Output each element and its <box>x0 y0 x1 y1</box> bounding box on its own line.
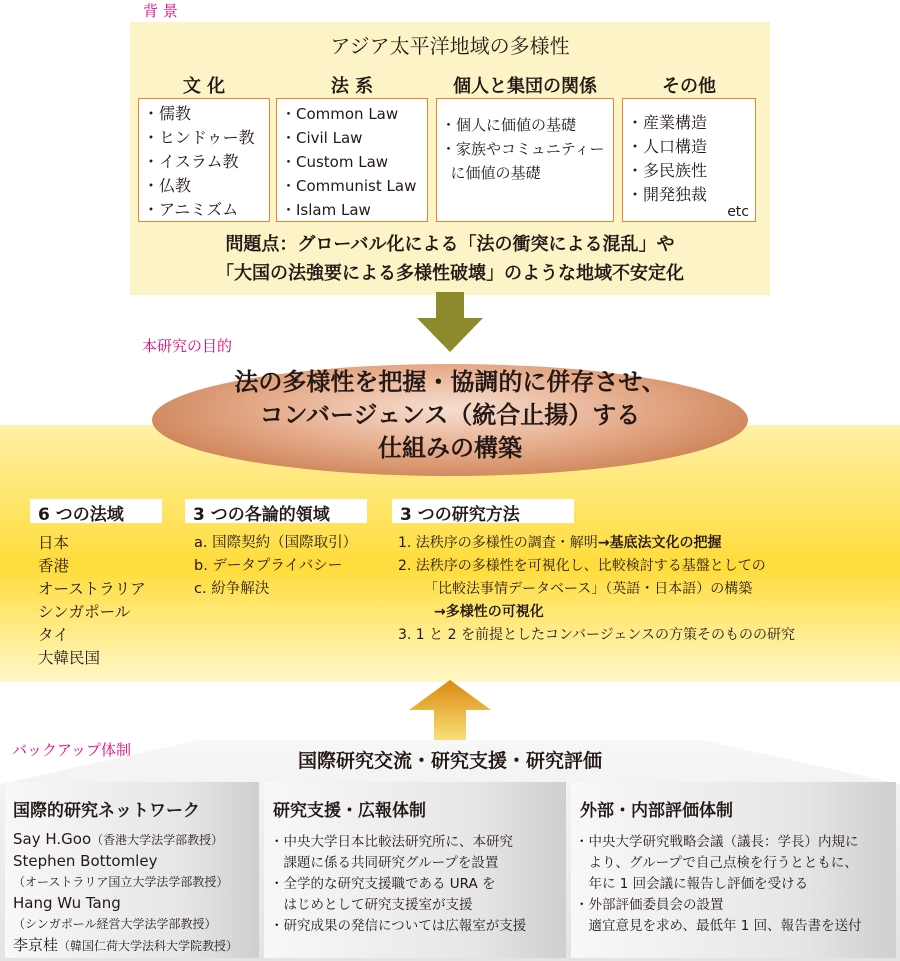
legal-system-item: ・Custom Law <box>281 153 389 171</box>
method-item: 2. 法秩序の多様性を可視化し、比較検討する基盤としての <box>398 558 766 574</box>
others-item: ・産業構造 <box>627 113 708 132</box>
culture-item: ・ヒンドゥー教 <box>143 128 255 147</box>
support-line: はじめとして研究支援室が支援 <box>270 897 473 913</box>
domain-item: タイ <box>38 626 69 644</box>
purpose-line: コンバージェンス（統合止揚）する <box>259 401 641 429</box>
network-heading: 国際的研究ネットワーク <box>13 801 200 821</box>
purpose-label: 本研究の目的 <box>142 337 233 355</box>
individual-group-item: ・家族やコミュニティー <box>441 140 605 158</box>
evaluation-line: ・外部評価委員会の設置 <box>575 897 724 913</box>
support-line: ・研究成果の発信については広報室が支援 <box>270 918 527 934</box>
member-affiliation: （シンガポール経営大学法学部教授） <box>13 917 217 931</box>
down-arrow-icon <box>415 292 485 354</box>
member-name: Hang Wu Tang <box>13 894 121 912</box>
domain-item: オーストラリア <box>38 580 146 598</box>
culture-item: ・仏教 <box>143 176 192 195</box>
background-label: 背 景 <box>143 2 178 20</box>
member <box>13 829 238 851</box>
domains-heading: 6 つの法域 <box>30 499 162 523</box>
areas-list <box>194 532 357 601</box>
problem-line: 「大国の法強要による多様性破壊」のような地域不安定化 <box>216 263 684 284</box>
support-text <box>270 832 562 937</box>
backup-title: 国際研究交流・研究支援・研究評価 <box>297 750 602 772</box>
domain-item: 日本 <box>38 534 70 552</box>
area-item: c. 紛争解決 <box>194 581 270 597</box>
others-item: ・多民族性 <box>627 161 708 180</box>
domain-item: 大韓民国 <box>38 649 101 667</box>
member-name: Stephen Bottomley <box>13 852 158 870</box>
method-result: →多様性の可視化 <box>434 604 544 620</box>
method-item: 3. 1 と 2 を前提としたコンバージェンスの方策そのものの研究 <box>398 627 796 643</box>
purpose-statement <box>150 366 750 465</box>
legal-system-item: ・Communist Law <box>281 177 417 195</box>
evaluation-text <box>575 832 895 937</box>
problem-line: 問題点：グローバル化による「法の衝突による混乱」や <box>225 234 675 255</box>
legal-system-item: ・Civil Law <box>281 129 363 147</box>
culture-item: ・イスラム教 <box>143 152 239 171</box>
legal-system-item: ・Islam Law <box>281 201 371 219</box>
support-line: ・全学的な研究支援職である URA を <box>270 876 496 892</box>
evaluation-line: 適宜意見を求め、最低年 1 回、報告書を送付 <box>575 918 862 934</box>
culture-item: ・儒教 <box>143 104 192 123</box>
evaluation-line: 年に 1 回会議に報告し評価を受ける <box>575 876 809 892</box>
member-affiliation: （オーストラリア国立大学法学部教授） <box>13 875 229 889</box>
domain-item: 香港 <box>38 557 70 575</box>
individual-group-item: に価値の基礎 <box>441 164 541 182</box>
individual-group-item: ・個人に価値の基礎 <box>441 116 577 134</box>
member-affiliation: （韓国仁荷大学法科大学院教授） <box>58 939 239 953</box>
method-result: →基底法文化の把握 <box>597 535 722 551</box>
others-etc: etc <box>727 204 749 220</box>
domains-list <box>38 532 146 670</box>
individual-group-box <box>436 98 614 222</box>
others-item: ・開発独裁 <box>627 185 708 204</box>
others-item: ・人口構造 <box>627 137 708 156</box>
up-arrow-icon <box>405 680 495 742</box>
method-text: 1. 法秩序の多様性の調査・解明 <box>398 535 598 551</box>
methods-heading: 3 つの研究方法 <box>392 499 574 523</box>
area-item: a. 国際契約（国際取引） <box>194 535 358 551</box>
member-affiliation: （香港大学法学部教授） <box>91 833 224 847</box>
backup-label: バックアップ体制 <box>12 741 131 759</box>
culture-item: ・アニミズム <box>143 200 239 219</box>
background-title: アジア太平洋地域の多様性 <box>330 34 570 58</box>
problem-statement <box>130 230 770 288</box>
support-heading: 研究支援・広報体制 <box>273 801 426 821</box>
areas-heading: 3 つの各論的領域 <box>185 499 367 523</box>
method-item: 「比較法事情データベース」（英語・日本語）の構築 <box>424 581 753 597</box>
evaluation-heading: 外部・内部評価体制 <box>580 801 733 821</box>
member-name: Say H.Goo <box>13 830 92 848</box>
evaluation-line: より、グループで自己点検を行うとともに、 <box>575 855 858 871</box>
others-box <box>622 98 756 222</box>
legal-system-item: ・Common Law <box>281 105 399 123</box>
domain-item: シンガポール <box>38 603 131 621</box>
legal-system-box <box>276 98 428 222</box>
others-heading: その他 <box>662 76 716 97</box>
purpose-line: 仕組みの構築 <box>378 434 522 462</box>
culture-box <box>138 98 270 222</box>
support-line: 課題に係る共同研究グループを設置 <box>270 855 499 871</box>
individual-group-heading: 個人と集団の関係 <box>453 76 597 97</box>
culture-heading: 文 化 <box>182 76 226 97</box>
method-item <box>398 532 795 555</box>
network-members <box>13 829 238 957</box>
purpose-line: 法の多様性を把握・協調的に併存させ、 <box>234 368 666 396</box>
member-name: 李京桂 <box>13 936 59 954</box>
member <box>13 935 238 957</box>
support-line: ・中央大学日本比較法研究所に、本研究 <box>270 834 513 850</box>
area-item: b. データプライバシー <box>194 558 343 574</box>
legal-system-heading: 法 系 <box>330 76 374 97</box>
evaluation-line: ・中央大学研究戦略会議（議長：学長）内規に <box>575 834 859 850</box>
methods-list <box>398 532 795 647</box>
